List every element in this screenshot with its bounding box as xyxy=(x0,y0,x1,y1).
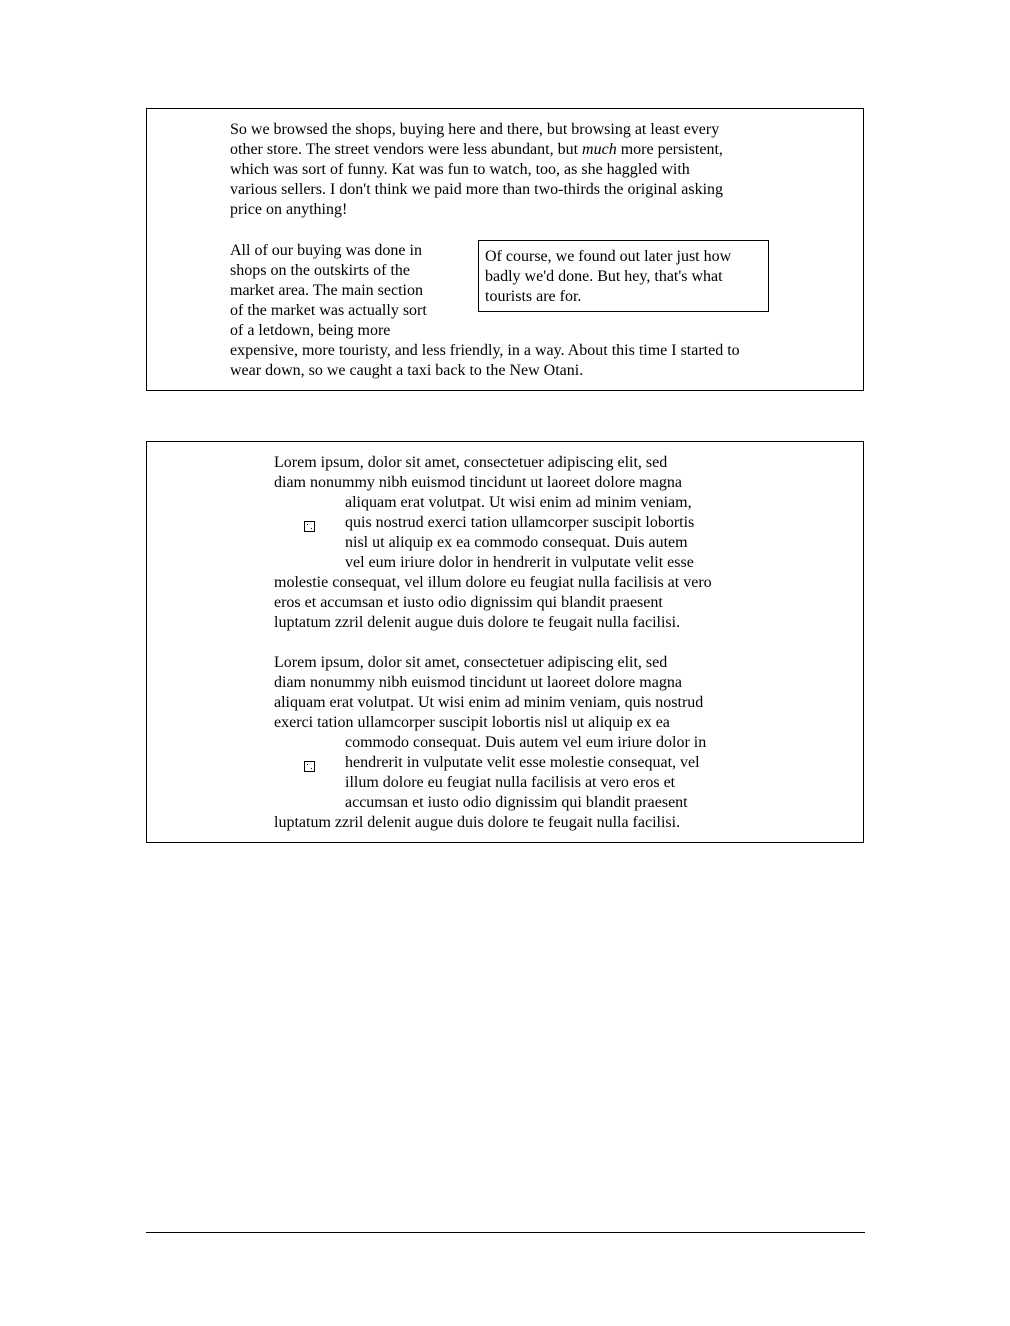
text-line: of a letdown, being more xyxy=(230,322,391,339)
paragraph-lorem-2 xyxy=(274,653,706,833)
text-line: So we browsed the shops, buying here and there, but browsing at least every xyxy=(230,121,720,138)
text-line: nisl ut aliquip ex ea commodo consequat. Duis autem xyxy=(345,534,688,551)
text-line: Of course, we found out later just how xyxy=(485,248,732,265)
text-segment: more persistent, xyxy=(616,141,723,158)
text-line: price on anything! xyxy=(230,201,348,218)
text-line: aliquam erat volutpat. Ut wisi enim ad minim veniam, quis nostrud xyxy=(274,694,704,711)
emphasis-much: much xyxy=(582,141,617,158)
text-line: exerci tation ullamcorper suscipit lobortis nisl ut aliquip ex ea xyxy=(274,714,670,731)
text-line: tourists are for. xyxy=(485,288,582,305)
text-line: luptatum zzril delenit augue duis dolore te feugait nulla facilisi. xyxy=(274,614,681,631)
text-line: Lorem ipsum, dolor sit amet, consectetuer adipiscing elit, sed xyxy=(274,654,668,671)
text-line: Lorem ipsum, dolor sit amet, consectetuer adipiscing elit, sed xyxy=(274,454,668,471)
text-line: wear down, so we caught a taxi back to the New Otani. xyxy=(230,362,584,379)
text-line: luptatum zzril delenit augue duis dolore te feugait nulla facilisi. xyxy=(274,814,681,831)
text-segment: other store. The street vendors were less abundant, but xyxy=(230,141,583,158)
text-line xyxy=(230,140,723,160)
example-box-images xyxy=(146,441,864,843)
footer-rule xyxy=(146,1232,865,1233)
paragraph-lorem-1 xyxy=(274,453,712,633)
text-line: vel eum iriure dolor in hendrerit in vulputate velit esse xyxy=(345,554,694,571)
text-line: market area. The main section xyxy=(230,282,423,299)
text-line: hendrerit in vulputate velit esse molestie consequat, vel xyxy=(345,754,700,771)
text-line: illum dolore eu feugiat nulla facilisis at vero eros et xyxy=(345,774,676,791)
broken-image-icon xyxy=(304,521,315,532)
text-line: eros et accumsan et iusto odio dignissim qui blandit praesent xyxy=(274,594,663,611)
text-line: of the market was actually sort xyxy=(230,302,427,319)
text-line: which was sort of funny. Kat was fun to watch, too, as she haggled with xyxy=(230,161,690,178)
text-line: various sellers. I don't think we paid more than two-thirds the original asking xyxy=(230,181,724,198)
paragraph-shopping xyxy=(230,120,723,220)
text-line: All of our buying was done in xyxy=(230,242,422,259)
text-line: diam nonummy nibh euismod tincidunt ut laoreet dolore magna xyxy=(274,474,682,491)
text-line: shops on the outskirts of the xyxy=(230,262,410,279)
floated-sidebar-note xyxy=(478,240,769,312)
text-line: commodo consequat. Duis autem vel eum iriure dolor in xyxy=(345,734,707,751)
text-line: aliquam erat volutpat. Ut wisi enim ad minim veniam, xyxy=(345,494,692,511)
example-box-float xyxy=(146,108,864,391)
broken-image-icon xyxy=(304,761,315,772)
text-line: quis nostrud exerci tation ullamcorper suscipit lobortis xyxy=(345,514,695,531)
text-line: diam nonummy nibh euismod tincidunt ut laoreet dolore magna xyxy=(274,674,682,691)
text-line: accumsan et iusto odio dignissim qui blandit praesent xyxy=(345,794,688,811)
text-line: molestie consequat, vel illum dolore eu feugiat nulla facilisis at vero xyxy=(274,574,712,591)
text-line: expensive, more touristy, and less friendly, in a way. About this time I started to xyxy=(230,342,740,359)
text-line: badly we'd done. But hey, that's what xyxy=(485,268,723,285)
